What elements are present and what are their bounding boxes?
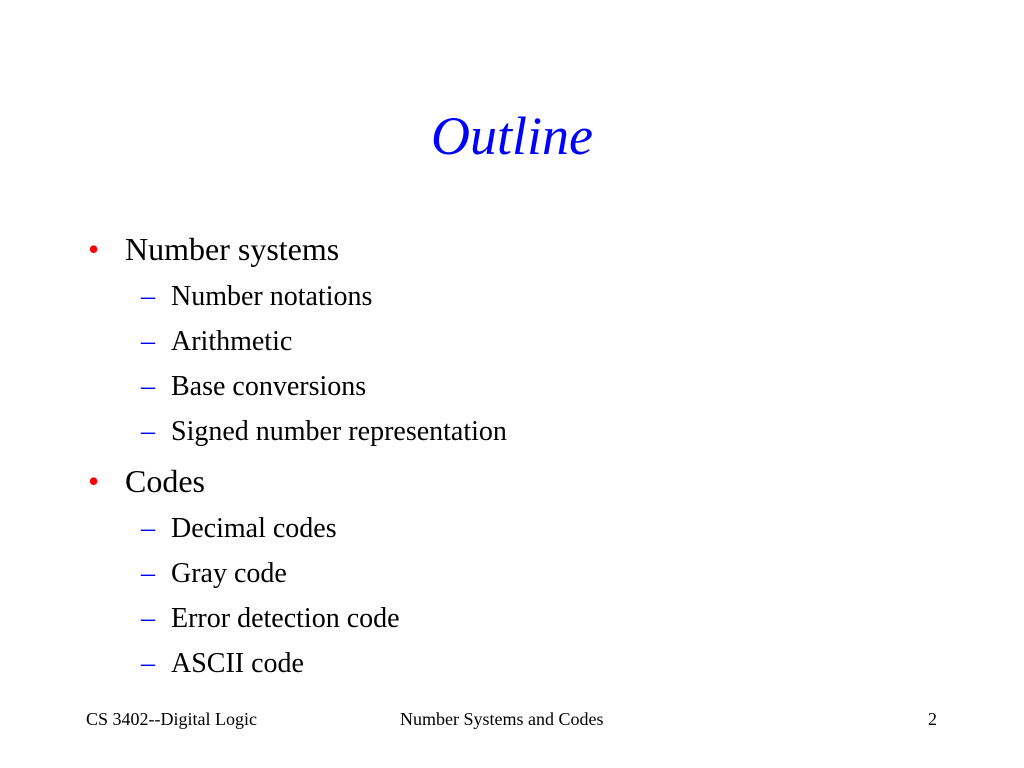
subitem-decimal-codes [141, 512, 337, 546]
subitem-ascii-code [141, 647, 304, 681]
subitem-base-conversions [141, 370, 367, 404]
subitem-text: Signed number representation [171, 416, 507, 447]
subitem-text: Decimal codes [171, 513, 337, 544]
subitem-text: Base conversions [171, 371, 367, 402]
subitem-text: Arithmetic [171, 326, 293, 357]
subitem-text: Gray code [171, 558, 287, 589]
dash-marker: – [141, 326, 155, 357]
footer-page-number: 2 [928, 709, 937, 729]
slide-title: Outline [431, 106, 593, 166]
bullet-marker: • [88, 231, 100, 267]
subitem-error-detection-code [141, 602, 400, 636]
dash-marker: – [141, 558, 155, 589]
dash-marker: – [141, 371, 155, 402]
bullet-text: Number systems [125, 231, 340, 267]
subitem-text: Error detection code [171, 603, 400, 634]
footer-course-title: CS 3402--Digital Logic [86, 709, 257, 729]
subitem-text: Number notations [171, 281, 373, 312]
footer-section-title: Number Systems and Codes [400, 709, 604, 729]
subitem-gray-code [141, 557, 287, 591]
subitem-signed-number-representation [141, 415, 507, 449]
dash-marker: – [141, 513, 155, 544]
bullet-text: Codes [125, 463, 205, 499]
dash-marker: – [141, 648, 155, 679]
dash-marker: – [141, 416, 155, 447]
bullet-item-codes [88, 462, 205, 500]
subitem-text: ASCII code [171, 648, 304, 679]
dash-marker: – [141, 603, 155, 634]
bullet-item-number-systems [88, 230, 340, 268]
subitem-number-notations [141, 280, 373, 314]
dash-marker: – [141, 281, 155, 312]
bullet-marker: • [88, 463, 100, 499]
subitem-arithmetic [141, 325, 293, 359]
